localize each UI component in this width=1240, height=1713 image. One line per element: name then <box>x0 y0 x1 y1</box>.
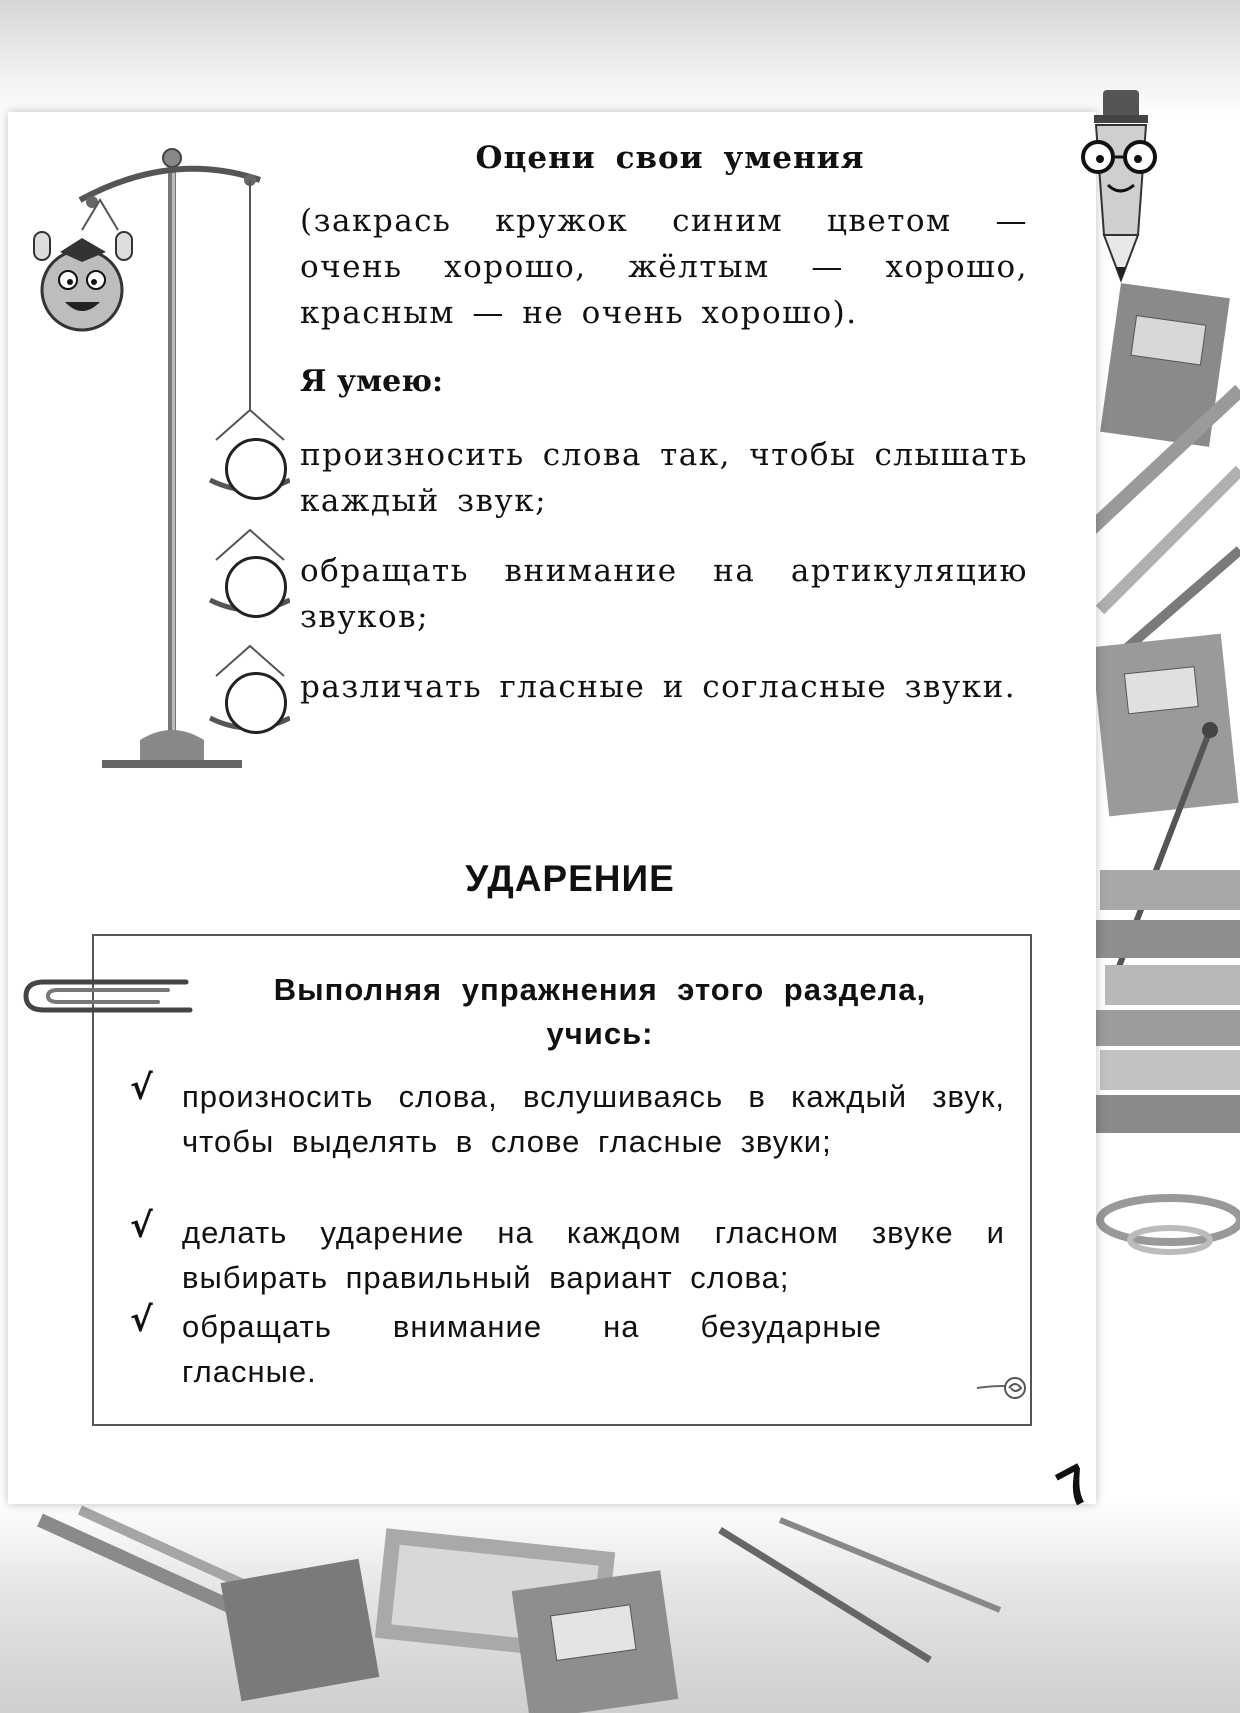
checkmark-icon: √ <box>130 1068 153 1108</box>
skills-instruction <box>300 198 1028 336</box>
skill-item-pronounce: произносить слова так, чтобы слышать каждый звук; <box>300 437 1028 519</box>
i-can-label: Я умею: <box>300 364 444 399</box>
pencil-mascot-icon <box>1048 85 1178 295</box>
goal-item-unstressed: обращать внимание на безударные гласные. <box>182 1309 882 1389</box>
instruction-line-3: красным — не очень хорошо). <box>300 295 858 331</box>
skill-rating-circle-3[interactable] <box>225 672 287 734</box>
skill-item-vowels-consonants: различать гласные и согласные звуки. <box>300 669 1017 705</box>
skills-title: Оцени свои умения <box>475 140 865 176</box>
box-title-line-1: Выполняя упражнения этого раздела, <box>273 972 927 1007</box>
checkmark-icon: √ <box>130 1300 153 1340</box>
page-curl-icon <box>975 1362 1035 1414</box>
goal-item-listen: произносить слова, вслушиваясь в каждый звук, чтобы выделять в слове гласные звуки; <box>182 1079 1005 1159</box>
box-title <box>190 968 1010 1056</box>
skill-rating-circle-2[interactable] <box>225 556 287 618</box>
skill-item-articulation: обращать внимание на артикуляцию звуков; <box>300 553 1028 635</box>
stationery-illustration-right <box>1090 230 1240 1560</box>
goal-item-stress: делать ударение на каждом гласном звуке и выбирать правильный вариант слова; <box>182 1215 1005 1295</box>
instruction-line-2: очень хорошо, жёлтым — хорошо, <box>300 249 1028 285</box>
stationery-illustration-bottom <box>0 1500 1240 1713</box>
page-number: 7 <box>1047 1452 1103 1520</box>
skill-rating-circle-1[interactable] <box>225 438 287 500</box>
checkmark-icon: √ <box>130 1206 153 1246</box>
paperclip-icon <box>18 968 198 1020</box>
box-title-line-2: учись: <box>546 1016 654 1051</box>
instruction-line-1: (закрась кружок синим цветом — <box>300 203 1028 239</box>
section-heading: УДАРЕНИЕ <box>465 858 675 899</box>
